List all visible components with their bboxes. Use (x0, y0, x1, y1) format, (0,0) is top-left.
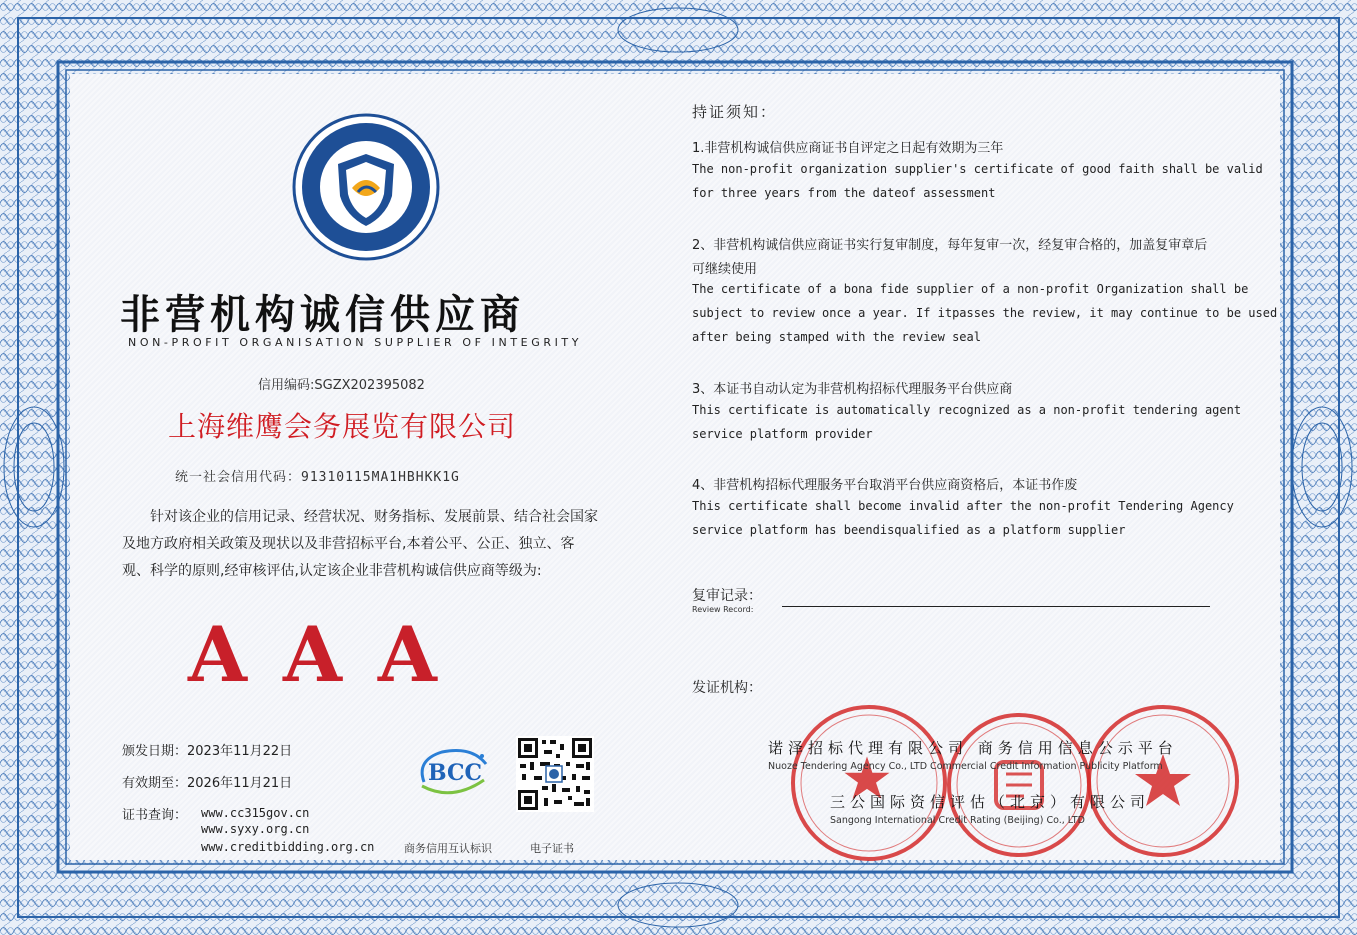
issue-date: 颁发日期：2023年11月22日 (122, 744, 293, 759)
query-url-1: www.cc315gov.cn (201, 806, 310, 820)
bcc-logo-text: BCC (428, 760, 483, 786)
query-url-2: www.syxy.org.cn (201, 822, 310, 836)
bcc-caption: 商务信用互认标识 (404, 842, 492, 855)
notice-item-3-en-1: This certificate is automatically recognized as a non-profit tendering agent (692, 403, 1242, 417)
qr-caption: 电子证书 (530, 842, 574, 855)
emblem-logo (286, 112, 446, 262)
notice-item-3-en-2: service platform provider (692, 427, 873, 441)
review-record-label-cn: 复审记录： (692, 588, 762, 604)
notice-item-2-en-1: The certificate of a bona fide supplier of a non-profit Organization shall be (692, 282, 1249, 296)
issuer-line-1-en: Nuoze Tendering Agency Co., LTD Commercial Credit Information Publicity Platform (768, 761, 1163, 772)
credit-grade: AAA (188, 610, 473, 699)
official-seal-1 (788, 702, 950, 864)
query-label: 证书查询： (122, 808, 188, 823)
notice-item-2-cn-2: 可继续使用 (692, 262, 758, 277)
issuer-line-1-cn: 诺泽招标代理有限公司 商务信用信息公示平台 (768, 739, 1178, 757)
notice-item-4-en-1: This certificate shall become invalid after the non-profit Tendering Agency (692, 499, 1234, 513)
review-record-line (782, 606, 1210, 607)
official-seal-3 (1084, 702, 1242, 860)
notice-item-1-en-1: The non-profit organization supplier's certificate of good faith shall be valid (692, 162, 1263, 176)
query-url-3: www.creditbidding.org.cn (201, 840, 375, 854)
notice-item-1-en-2: for three years from the dateof assessment (692, 186, 996, 200)
notice-item-1-cn: 1.非营机构诚信供应商证书自评定之日起有效期为三年 (692, 141, 1004, 156)
unified-social-credit-code: 统一社会信用代码：91310115MA1HBHKK1G (175, 470, 460, 485)
assessment-paragraph: 针对该企业的信用记录、经营状况、财务指标、发展前景、结合社会国家及地方政府相关政策及现状以及非营招标平台,本着公平、公正、独立、客观、科学的原则,经审核评估,认定该企业非营机构诚信供应商等级为: (122, 509, 598, 579)
certificate-title-cn: 非营机构诚信供应商 (120, 291, 525, 338)
notice-item-2-cn: 2、非营机构诚信供应商证书实行复审制度，每年复审一次，经复审合格的，加盖复审章后 (692, 238, 1208, 253)
issuer-line-2-cn: 三公国际资信评估（北京）有限公司 (830, 793, 1151, 811)
notice-item-4-cn: 4、非营机构招标代理服务平台取消平台供应商资格后，本证书作废 (692, 478, 1078, 493)
valid-until: 有效期至：2026年11月21日 (122, 776, 293, 791)
notice-item-2-en-2: subject to review once a year. If itpasses the review, it may continue to be used (692, 306, 1278, 320)
certificate-title-en: NON-PROFIT ORGANISATION SUPPLIER OF INTEGRITY (128, 336, 583, 349)
official-seal-2 (944, 710, 1094, 860)
review-record-label-en: Review Record: (692, 605, 754, 614)
svg-text:★ ★: ★ ★ (356, 141, 376, 151)
qr-code (516, 736, 594, 812)
company-name: 上海维鹰会务展览有限公司 (168, 410, 517, 443)
issuer-label: 发证机构： (692, 680, 762, 696)
issuer-line-2-en: Sangong International Credit Rating (Beijing) Co., LTD (830, 815, 1085, 826)
credit-number: 信用编码:SGZX202395082 (258, 378, 425, 393)
notice-item-3-cn: 3、本证书自动认定为非营机构招标代理服务平台供应商 (692, 382, 1013, 397)
notice-item-2-en-3: after being stamped with the review seal (692, 330, 981, 344)
notice-heading: 持证须知： (692, 103, 778, 121)
notice-item-4-en-2: service platform has beendisqualified as a platform supplier (692, 523, 1126, 537)
